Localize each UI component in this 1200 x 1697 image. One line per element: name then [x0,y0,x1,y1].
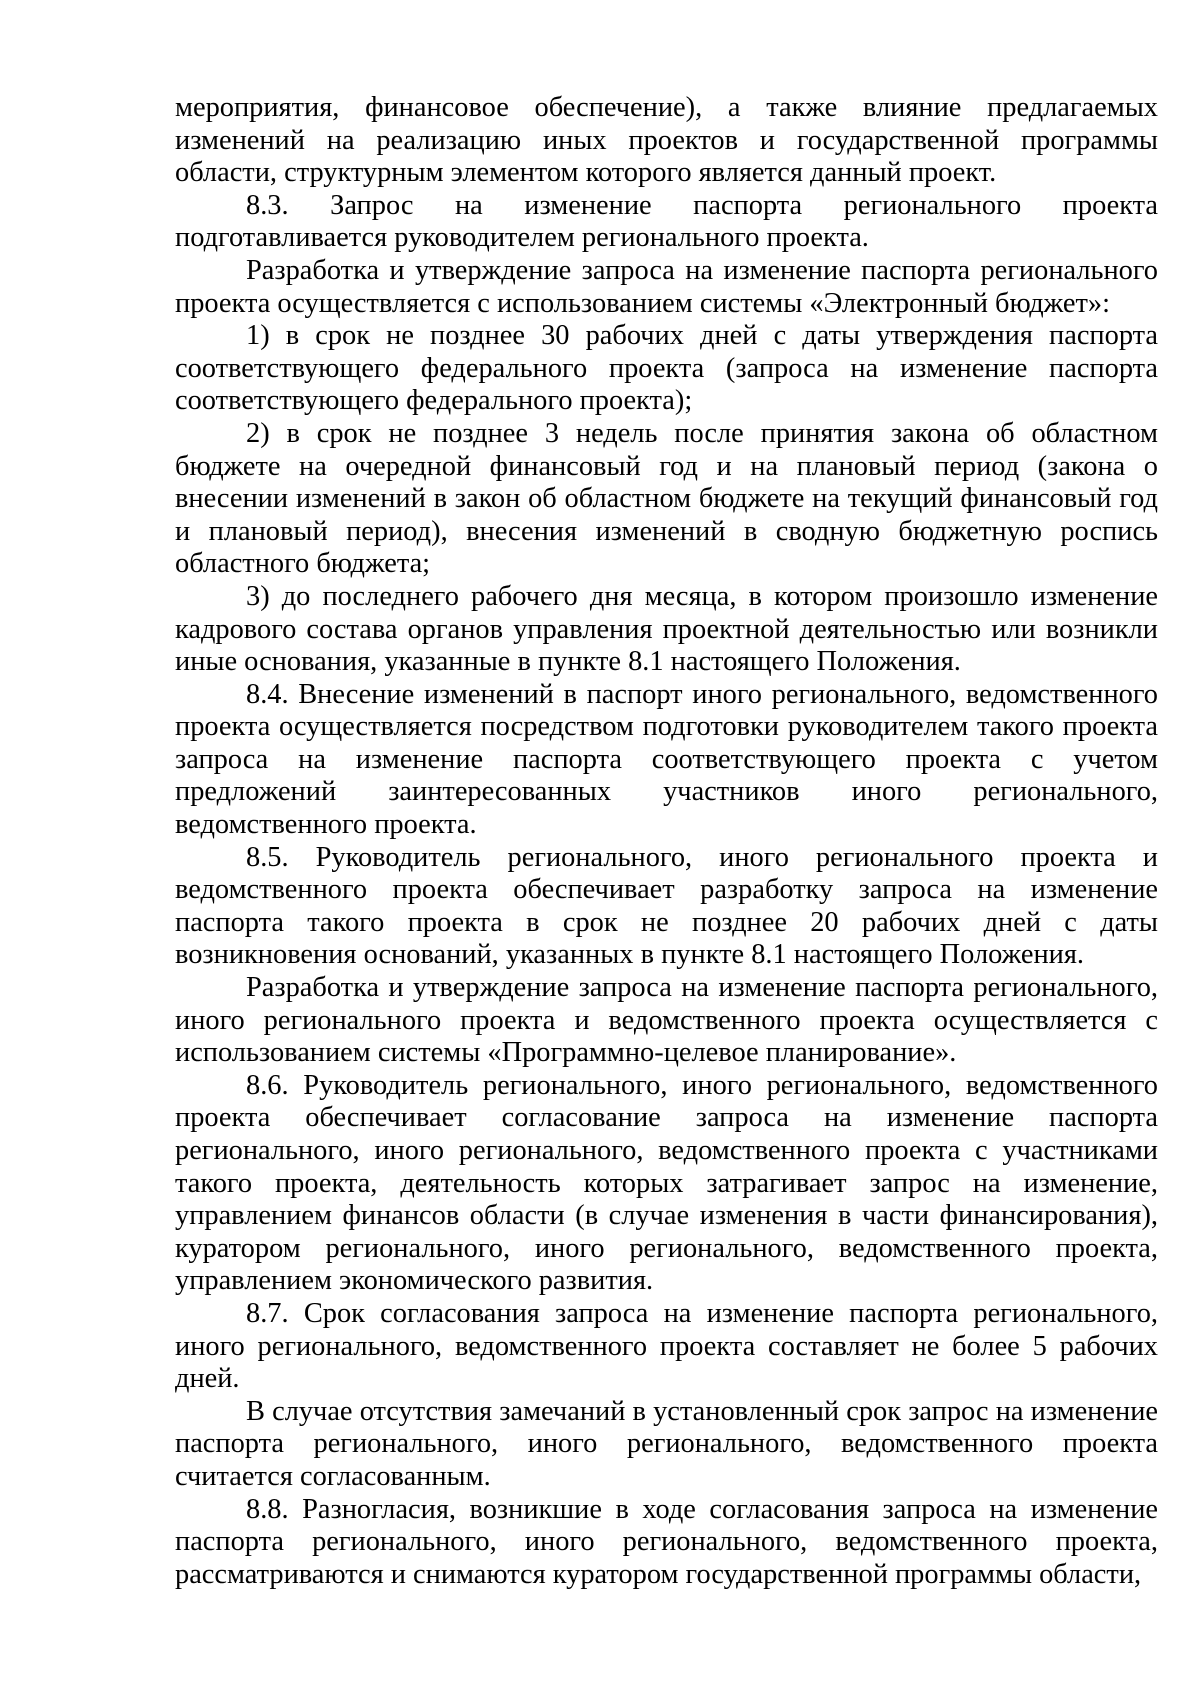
paragraph-8-7-no-remarks: В случае отсутствия замечаний в установленный срок запрос на изменение паспорта регионального, иного регионального, ведомственного проекта считается согласованным. [175,1395,1158,1492]
paragraph-8-5-system: Разработка и утверждение запроса на изменение паспорта регионального, иного регионального проекта и ведомственного проекта осуществляется с использованием системы «Программно-целевое планирование». [175,972,1158,1069]
paragraph-continuation: мероприятия, финансовое обеспечение), а также влияние предлагаемых изменений на реализацию иных проектов и государственной программы области, структурным элементом которого является данный проект. [175,92,1158,189]
list-item-3: 3) до последнего рабочего дня месяца, в котором произошло изменение кадрового состава органов управления проектной деятельностью или возникли иные основания, указанные в пункте 8.1 настоящего Положения. [175,580,1158,678]
list-item-2: 2) в срок не позднее 3 недель после принятия закона об областном бюджете на очередной финансовый год и на плановый период (закона о внесении изменений в закон об областном бюджете на текущий финансовый год и плановый период), внесения изменений в сводную бюджетную роспись областного бюджета; [175,417,1158,580]
paragraph-8-7: 8.7. Срок согласования запроса на изменение паспорта регионального, иного регионального, ведомственного проекта составляет не более 5 рабочих дней. [175,1297,1158,1395]
list-item-1: 1) в срок не позднее 30 рабочих дней с даты утверждения паспорта соответствующего федерального проекта (запроса на изменение паспорта соответствующего федерального проекта); [175,320,1158,417]
paragraph-8-5: 8.5. Руководитель регионального, иного регионального проекта и ведомственного проекта обеспечивает разработку запроса на изменение паспорта такого проекта в срок не позднее 20 рабочих дней с даты возникновения оснований, указанных в пункте 8.1 настоящего Положения. [175,841,1158,971]
paragraph-8-8: 8.8. Разногласия, возникшие в ходе согласования запроса на изменение паспорта регионального, иного регионального, ведомственного проекта, рассматриваются и снимаются куратором государственной программы области, [175,1493,1158,1590]
document-page [175,92,1158,1591]
paragraph-8-4: 8.4. Внесение изменений в паспорт иного регионального, ведомственного проекта осуществляется посредством подготовки руководителем такого проекта запроса на изменение паспорта соответствующего проекта с учетом предложений заинтересованных участников иного регионального, ведомственного проекта. [175,678,1158,841]
paragraph-8-6: 8.6. Руководитель регионального, иного регионального, ведомственного проекта обеспечивает согласование запроса на изменение паспорта регионального, иного регионального, ведомственного проекта с участниками такого проекта, деятельность которых затрагивает запрос на изменение, управлением финансов области (в случае изменения в части финансирования), куратором регионального, иного регионального, ведомственного проекта, управлением экономического развития. [175,1069,1158,1297]
paragraph-8-3-electronic-budget: Разработка и утверждение запроса на изменение паспорта регионального проекта осуществляется с использованием системы «Электронный бюджет»: [175,254,1158,319]
paragraph-8-3: 8.3. Запрос на изменение паспорта регионального проекта подготавливается руководителем регионального проекта. [175,189,1158,254]
